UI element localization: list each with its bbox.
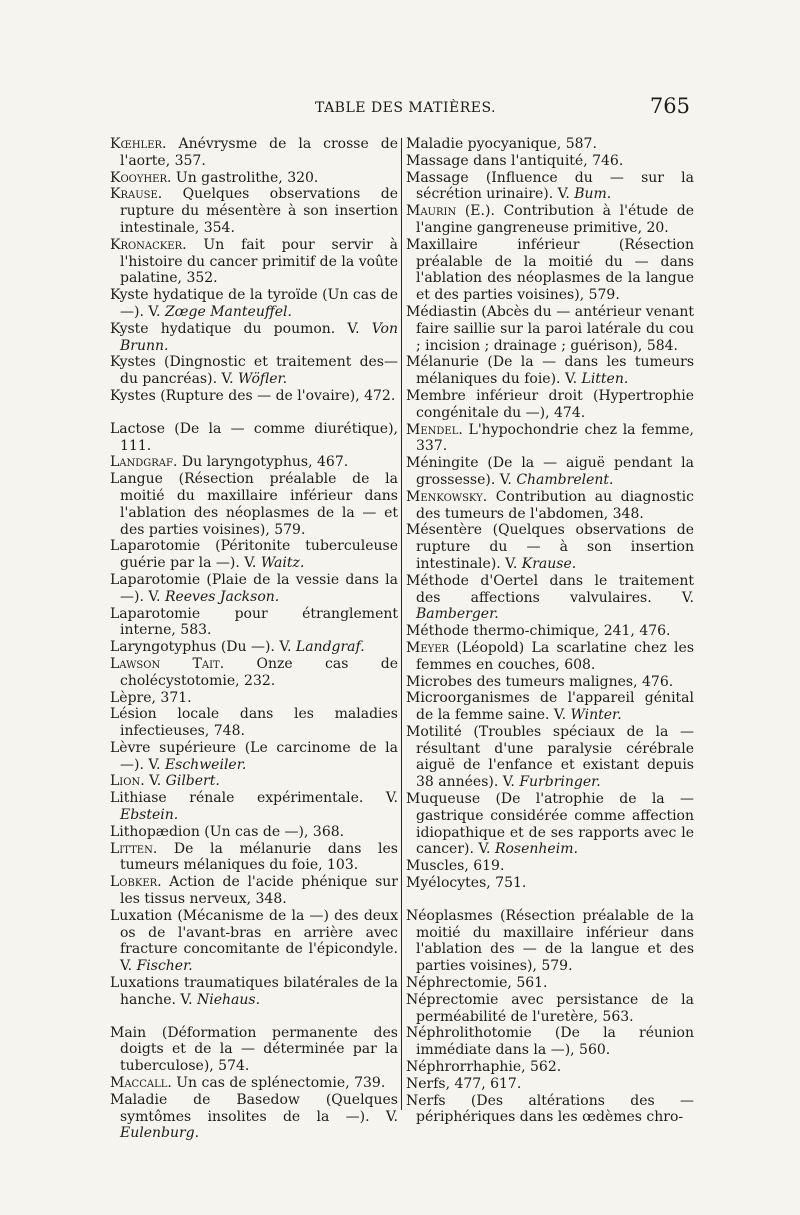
entry-author: Litten.: [110, 840, 158, 857]
index-entry: [110, 388, 398, 405]
index-entry: [406, 388, 694, 422]
entry-text: Luxation (Mécanisme de la —) des deux os de l'avant-bras en arrière avec fracture concomitante de l'épicondyle. V.: [110, 907, 398, 975]
index-entry: [110, 136, 398, 170]
column-divider: [401, 138, 402, 1110]
entry-author: Kooyher.: [110, 169, 172, 186]
entry-text: Méningite (De la — aiguë pendant la grossesse). V.: [406, 455, 694, 488]
index-entry: [110, 606, 398, 640]
entry-author: Kœhler.: [110, 136, 167, 152]
index-entry: [110, 656, 398, 690]
entry-text: Contribution au diagnostic des tumeurs de l'abdomen, 348.: [416, 488, 694, 522]
entry-author: Landgraf.: [110, 454, 178, 471]
entry-author: Maurin: [406, 203, 457, 220]
entry-reference: Niehaus.: [197, 991, 261, 1008]
index-entry: [406, 1076, 694, 1093]
entry-reference: Eschweiler.: [164, 756, 247, 773]
entry-reference: Zœge Manteuffel.: [164, 303, 292, 320]
index-entry: [406, 724, 694, 791]
index-entry: [406, 791, 694, 858]
entry-text: Méthode d'Oertel dans le traitement des affections valvulaires. V.: [406, 572, 694, 606]
entry-text: Nerfs, 477, 617.: [406, 1075, 522, 1092]
index-entry: [406, 304, 694, 354]
entry-text: Kystes (Dingnostic et traitement des— du pancréas). V.: [110, 354, 398, 388]
index-entry: [110, 908, 398, 975]
entry-text: Myélocytes, 751.: [406, 875, 527, 892]
entry-text: Muscles, 619.: [406, 858, 505, 875]
entry-reference: Ebstein.: [120, 807, 179, 824]
entry-text: Nerfs (Des altérations des — périphériques dans les œdèmes chro-: [406, 1092, 694, 1126]
running-title: TABLE DES MATIÈRES.: [315, 100, 496, 116]
index-column-right: [406, 136, 694, 1126]
index-entry: [110, 841, 398, 875]
entry-author: Mendel.: [406, 421, 463, 438]
entry-text: Microorganismes de l'appareil génital de la femme saine. V.: [406, 690, 694, 724]
entry-reference: Von Brunn.: [120, 320, 398, 354]
index-entry: [406, 908, 694, 975]
index-entry: [110, 170, 398, 187]
entry-author: Lobker.: [110, 874, 162, 891]
entry-text: (E.). Contribution à l'étude de l'angine gangreneuse primitive, 20.: [416, 203, 694, 236]
index-entry: [110, 706, 398, 740]
index-entry: [110, 639, 398, 656]
entry-text: Un gastrolithe, 320.: [171, 169, 319, 186]
index-entry: [406, 455, 694, 489]
entry-reference: Winter.: [570, 707, 622, 724]
index-entry: [110, 538, 398, 572]
index-entry: [110, 572, 398, 606]
index-entry: [110, 790, 398, 824]
entry-author: Menkowsky.: [406, 488, 488, 505]
entry-text: Lésion locale dans les maladies infectieuses, 748.: [110, 706, 398, 740]
entry-text: Mélanurie (De la — dans les tumeurs mélaniques du foie). V.: [406, 354, 694, 388]
entry-text: Main (Déformation permanente des doigts et de la — déterminée par la tuberculose), 574.: [110, 1024, 398, 1075]
index-entry: [406, 640, 694, 674]
index-entry: [110, 454, 398, 471]
entry-text: Néoplasmes (Résection préalable de la moitié du maxillaire inférieur dans l'ablation des — de la langue et des parties voisines), 579.: [406, 907, 694, 975]
entry-text: Motilité (Troubles spéciaux de la — résultant d'une paralysie cérébrale aiguë de l'enfance et existant depuis 38 années). V.: [406, 723, 694, 791]
entry-text: Laparotomie (Plaie de la vessie dans la —). V.: [110, 571, 398, 605]
entry-text: Maladie de Basedow (Quelques symtômes insolites de la —). V.: [110, 1091, 398, 1125]
entry-reference: Furbringer.: [519, 774, 601, 791]
entry-text: Laparotomie (Péritonite tuberculeuse guérie par la —). V.: [110, 538, 398, 572]
index-entry: [110, 287, 398, 321]
index-entry: [110, 773, 398, 790]
index-entry: [406, 975, 694, 992]
entry-text: Kyste hydatique du poumon. V.: [110, 320, 372, 337]
index-entry: [110, 354, 398, 388]
entry-reference: Waitz.: [260, 555, 305, 572]
entry-text: Maladie pyocyanique, 587.: [406, 136, 597, 152]
entry-text: Anévrysme de la crosse de l'aorte, 357.: [120, 136, 398, 169]
entry-reference: Bum.: [574, 186, 612, 203]
entry-reference: Krause.: [521, 555, 577, 572]
entry-reference: Fischer.: [136, 958, 193, 975]
entry-text: Lithopædion (Un cas de —), 368.: [110, 823, 345, 840]
entry-text: Un cas de splénectomie, 739.: [171, 1075, 386, 1092]
index-entry: [110, 471, 398, 538]
entry-text: Néphrectomie, 561.: [406, 975, 548, 992]
index-entry: [406, 136, 694, 153]
entry-text: Quelques observations de rupture du mésentère à son insertion intestinale, 354.: [120, 186, 398, 236]
entry-author: Lawson Tait.: [110, 655, 225, 672]
index-entry: [406, 992, 694, 1026]
page-number: 765: [649, 94, 690, 118]
index-entry: [110, 421, 398, 455]
entry-text: Kyste hydatique de la tyroïde (Un cas de —). V.: [110, 287, 398, 320]
entry-text: Maxillaire inférieur (Résection préalable de la moitié du — dans l'ablation des néoplasmes de la langue et des parties voisines), 579.: [406, 236, 694, 304]
index-entry: [110, 1092, 398, 1142]
index-entry: [110, 1075, 398, 1092]
page-header: [110, 94, 690, 124]
entry-text: Kystes (Rupture des — de l'ovaire), 472.: [110, 387, 396, 404]
entry-text: Massage (Influence du — sur la sécrétion urinaire). V.: [406, 169, 694, 203]
index-entry: [110, 321, 398, 355]
entry-text: Muqueuse (De l'atrophie de la — gastrique considérée comme affection idiopathique et de ses rapports avec le cancer). V.: [406, 791, 694, 858]
entry-reference: Reeves Jackson.: [164, 588, 280, 605]
index-entry: [406, 354, 694, 388]
index-entry: [406, 237, 694, 304]
index-entry: [406, 1093, 694, 1127]
index-entry: [110, 1025, 398, 1075]
entry-text: Néprectomie avec persistance de la perméabilité de l'uretère, 563.: [406, 991, 694, 1025]
entry-reference: Litten.: [581, 371, 629, 388]
index-entry: [110, 740, 398, 774]
index-entry: [110, 690, 398, 707]
entry-text: V.: [144, 773, 166, 790]
entry-author: Kronacker.: [110, 236, 187, 253]
entry-text: Méthode thermo-chimique, 241, 476.: [406, 623, 671, 640]
entry-reference: Eulenburg.: [120, 1125, 200, 1142]
entry-text: Action de l'acide phénique sur les tissus nerveux, 348.: [120, 874, 398, 908]
entry-text: Néphrorrhaphie, 562.: [406, 1059, 562, 1076]
index-column-left: [110, 136, 398, 1142]
entry-text: De la mélanurie dans les tumeurs mélaniques du foie, 103.: [120, 840, 398, 874]
entry-reference: Wöfler.: [238, 371, 288, 388]
entry-text: Médiastin (Abcès du — antérieur venant faire saillie sur la paroi latérale du cou ; incision ; drainage ; guérison), 584.: [406, 303, 694, 354]
index-entry: [406, 690, 694, 724]
entry-text: Onze cas de cholécystotomie, 232.: [120, 655, 398, 689]
index-entry: [406, 858, 694, 875]
entry-reference: Gilbert.: [165, 773, 220, 790]
entry-text: Lithiase rénale expérimentale. V.: [110, 790, 398, 807]
entry-text: Membre inférieur droit (Hypertrophie congénitale du —), 474.: [406, 387, 694, 421]
entry-text: Langue (Résection préalable de la moitié du maxillaire inférieur dans l'ablation des néoplasmes de la — et des parties voisines), 579.: [110, 471, 398, 538]
entry-text: Microbes des tumeurs malignes, 476.: [406, 673, 674, 690]
index-entry: [406, 489, 694, 523]
entry-text: Massage dans l'antiquité, 746.: [406, 152, 624, 169]
entry-text: Un fait pour servir à l'histoire du cancer primitif de la voûte palatine, 352.: [120, 236, 398, 287]
index-entry: [406, 422, 694, 456]
entry-author: Krause.: [110, 186, 163, 203]
entry-text: Luxations traumatiques bilatérales de la hanche. V.: [110, 975, 398, 1008]
index-entry: [406, 1059, 694, 1076]
entry-reference: Chambrelent.: [516, 471, 614, 488]
index-entry: [406, 623, 694, 640]
index-entry: [406, 573, 694, 623]
index-entry: [406, 1025, 694, 1059]
index-entry: [406, 170, 694, 204]
index-entry: [406, 522, 694, 572]
index-entry: [110, 237, 398, 287]
entry-text: L'hypochondrie chez la femme, 337.: [416, 421, 694, 455]
entry-text: Du laryngotyphus, 467.: [177, 454, 349, 471]
index-entry: [110, 824, 398, 841]
index-entry: [110, 186, 398, 236]
entry-text: Laparotomie pour étranglement interne, 583.: [110, 605, 398, 639]
entry-text: Lactose (De la — comme diurétique), 111.: [110, 420, 398, 454]
index-entry: [406, 674, 694, 691]
entry-author: Lion.: [110, 773, 145, 790]
entry-text: Lèpre, 371.: [110, 689, 192, 706]
entry-text: Laryngotyphus (Du —). V.: [110, 639, 296, 656]
entry-reference: Landgraf.: [295, 639, 365, 656]
index-entry: [406, 203, 694, 237]
index-entry: [406, 153, 694, 170]
entry-author: Maccall.: [110, 1075, 172, 1092]
index-entry: [110, 975, 398, 1009]
index-entry: [406, 875, 694, 892]
entry-reference: Rosenheim.: [494, 841, 578, 858]
entry-text: (Léopold) La scarlatine chez les femmes en couches, 608.: [416, 639, 694, 673]
entry-reference: Bamberger.: [416, 606, 499, 623]
entry-text: Lèvre supérieure (Le carcinome de la —). V.: [110, 739, 398, 773]
index-entry: [110, 874, 398, 908]
entry-text: Mésentère (Quelques observations de rupture du — à son insertion intestinale). V.: [406, 522, 694, 572]
entry-author: Meyer: [406, 639, 450, 656]
entry-text: Néphrolithotomie (De la réunion immédiate dans la —), 560.: [406, 1025, 694, 1059]
